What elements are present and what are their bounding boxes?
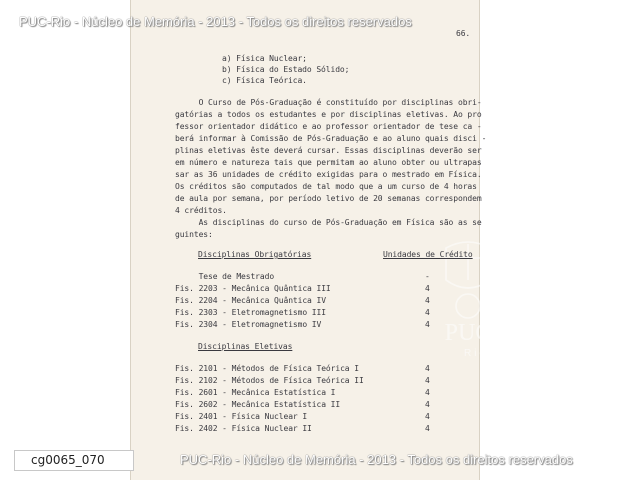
paragraph-line: em número e natureza tais que permitam ao aluno obter ou ultrapas: [175, 158, 482, 167]
credit-value: 4: [425, 284, 430, 293]
mandatory-header: Disciplinas Obrigatórias: [198, 250, 312, 259]
credits-header: Unidades de Crédito: [383, 250, 473, 259]
table-row: Fis. 2402 - Física Nuclear II: [175, 424, 312, 433]
credit-value: 4: [425, 308, 430, 317]
paragraph-line: fessor orientador didático e ao professor orientador de tese ca -: [175, 122, 482, 131]
table-row: Fis. 2601 - Mecânica Estatística I: [175, 388, 336, 397]
paragraph-line: As disciplinas do curso de Pós-Graduação em Física são as se: [175, 218, 482, 227]
table-row: Fis. 2203 - Mecânica Quântica III: [175, 284, 331, 293]
svg-text:PUC: PUC: [444, 320, 492, 346]
credit-value: 4: [425, 296, 430, 305]
list-item: c) Física Teórica.: [222, 76, 307, 85]
table-row: Tese de Mestrado: [175, 272, 275, 281]
copyright-watermark-bottom: PUC-Rio - Núcleo de Memória - 2013 - Todos os direitos reservados: [180, 452, 573, 467]
copyright-watermark-top: PUC-Rio - Núcleo de Memória - 2013 - Todos os direitos reservados: [19, 14, 412, 29]
table-row: Fis. 2303 - Eletromagnetismo III: [175, 308, 326, 317]
paragraph-line: O Curso de Pós-Graduação é constituído por disciplinas obri-: [175, 98, 482, 107]
credit-value: 4: [425, 412, 430, 421]
list-item: b) Física do Estado Sólido;: [222, 65, 350, 74]
table-row: Fis. 2101 - Métodos de Física Teórica I: [175, 364, 359, 373]
paragraph-line: sar as 36 unidades de crédito exigidas para o mestrado em Física.: [175, 170, 482, 179]
credit-value: 4: [425, 424, 430, 433]
credit-value: 4: [425, 364, 430, 373]
table-row: Fis. 2102 - Métodos de Física Teórica II: [175, 376, 364, 385]
paragraph-line: berá informar à Comissão de Pós-Graduação e ao aluno quais disci -: [175, 134, 487, 143]
table-row: Fis. 2204 - Mecânica Quântica IV: [175, 296, 326, 305]
paragraph-line: Os créditos são computados de tal modo que a um curso de 4 horas: [175, 182, 477, 191]
credit-value: 4: [425, 400, 430, 409]
credit-value: 4: [425, 320, 430, 329]
table-row: Fis. 2401 - Física Nuclear I: [175, 412, 308, 421]
credit-value: -: [425, 272, 430, 281]
credit-value: 4: [425, 388, 430, 397]
paragraph-line: de aula por semana, por período letivo de 20 semanas correspondem: [175, 194, 482, 203]
document-id-label: cg0065_070: [14, 450, 134, 471]
svg-text:Rio: Rio: [463, 348, 489, 359]
paragraph-line: plinas eletivas êste deverá cursar. Essas disciplinas deverão ser: [175, 146, 482, 155]
paragraph-line: 4 créditos.: [175, 206, 227, 215]
elective-header: Disciplinas Eletivas: [198, 342, 293, 351]
paragraph-line: guintes:: [175, 230, 213, 239]
table-row: Fis. 2602 - Mecânica Estatística II: [175, 400, 341, 409]
credit-value: 4: [425, 376, 430, 385]
table-row: Fis. 2304 - Eletromagnetismo IV: [175, 320, 322, 329]
page-number: 66.: [456, 29, 471, 38]
list-item: a) Física Nuclear;: [222, 54, 307, 63]
paragraph-line: gatórias a todos os estudantes e por disciplinas eletivas. Ao pro: [175, 110, 482, 119]
